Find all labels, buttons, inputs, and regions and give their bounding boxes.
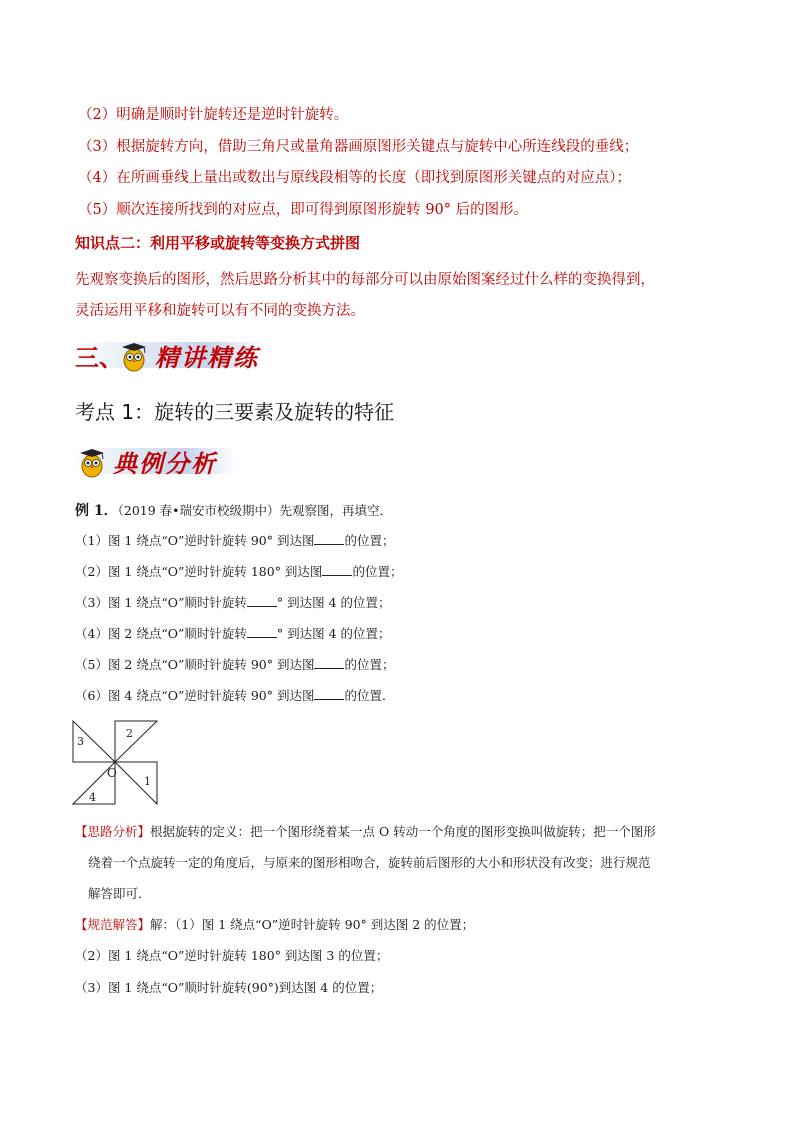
analysis-text: 根据旋转的定义：把一个图形绕着某一点 O 转动一个角度的图形变换叫做旋转；把一个图形	[150, 824, 656, 839]
question-1	[75, 531, 395, 549]
section-banner-examples	[75, 444, 235, 480]
step-5: （5）顺次连接所找到的对应点，即可得到原图形旋转 90° 后的图形。	[78, 202, 529, 218]
owl-mascot-icon	[119, 340, 149, 372]
banner-text: 典例分析	[113, 449, 217, 478]
figure-label-4: 4	[89, 791, 96, 804]
question-text: （1）图 1 绕点“O”逆时针旋转 90° 到达图	[75, 533, 315, 548]
center-label-o: O	[107, 766, 117, 780]
solution-line-1	[75, 915, 474, 933]
question-text: 的位置；	[344, 657, 395, 672]
figure-label-1: 1	[144, 775, 151, 788]
analysis-line-1	[75, 822, 656, 840]
knowledge-point-line-1: 先观察变换后的图形，然后思路分析其中的每部分可以由原始图案经过什么样的变换得到，	[75, 272, 655, 288]
exam-point-heading: 考点 1：旋转的三要素及旋转的特征	[75, 400, 395, 424]
analysis-line-3: 解答即可．	[88, 886, 151, 901]
banner-prefix: 三、	[75, 344, 123, 372]
answer-blank[interactable]	[322, 563, 352, 576]
example-label: 例 1．	[75, 503, 118, 519]
question-6	[75, 686, 395, 704]
answer-blank[interactable]	[314, 532, 344, 545]
banner-text: 精讲精练	[155, 343, 259, 372]
pinwheel-figure	[72, 720, 162, 806]
figure-label-3: 3	[77, 735, 84, 748]
question-3	[75, 593, 391, 611]
answer-blank[interactable]	[314, 656, 344, 669]
question-4	[75, 624, 391, 642]
question-text: （5）图 2 绕点“O”顺时针旋转 90° 到达图	[75, 657, 315, 672]
knowledge-point-title: 知识点二：利用平移或旋转等变换方式拼图	[75, 234, 361, 252]
analysis-line-2: 绕着一个点旋转一定的角度后，与原来的图形相吻合，旋转前后图形的大小和形状没有改变；进行规范	[88, 855, 651, 870]
question-text: 的位置；	[352, 564, 403, 579]
question-text: ° 到达图 4 的位置；	[276, 595, 391, 610]
answer-blank[interactable]	[247, 594, 277, 607]
question-text: （2）图 1 绕点“O”逆时针旋转 180° 到达图	[75, 564, 323, 579]
question-text: （3）图 1 绕点“O”顺时针旋转	[75, 595, 247, 610]
example-intro	[75, 500, 392, 520]
solution-text: 解：（1）图 1 绕点“O”逆时针旋转 90° 到达图 2 的位置；	[150, 917, 475, 932]
question-text: （6）图 4 绕点“O”逆时针旋转 90° 到达图	[75, 688, 315, 703]
analysis-tag: 【思路分析】	[75, 824, 151, 839]
answer-blank[interactable]	[247, 625, 277, 638]
question-5	[75, 655, 395, 673]
section-banner-practice	[75, 338, 265, 374]
question-text: 的位置．	[344, 688, 395, 703]
knowledge-point-line-2: 灵活运用平移和旋转可以有不同的变换方法。	[75, 303, 365, 319]
figure-label-2: 2	[126, 727, 133, 740]
figure-2-triangle	[115, 721, 157, 762]
solution-line-3: （3）图 1 绕点“O”顺时针旋转(90°)到达图 4 的位置；	[75, 980, 383, 995]
step-2: （2）明确是顺时针旋转还是逆时针旋转。	[78, 107, 349, 123]
answer-blank[interactable]	[314, 687, 344, 700]
question-text: （4）图 2 绕点“O”顺时针旋转	[75, 626, 247, 641]
example-intro-text: （2019 春•瑞安市校级期中）先观察图，再填空．	[117, 503, 393, 518]
solution-tag: 【规范解答】	[75, 917, 151, 932]
step-4: （4）在所画垂线上量出或数出与原线段相等的长度（即找到原图形关键点的对应点）；	[78, 170, 631, 186]
question-text: 的位置；	[344, 533, 395, 548]
question-2	[75, 562, 402, 580]
step-3: （3）根据旋转方向，借助三角尺或量角器画原图形关键点与旋转中心所连线段的垂线；	[78, 139, 639, 155]
question-text: ° 到达图 4 的位置；	[276, 626, 391, 641]
solution-line-2: （2）图 1 绕点“O”逆时针旋转 180° 到达图 3 的位置；	[75, 948, 389, 963]
owl-mascot-icon	[77, 446, 107, 478]
